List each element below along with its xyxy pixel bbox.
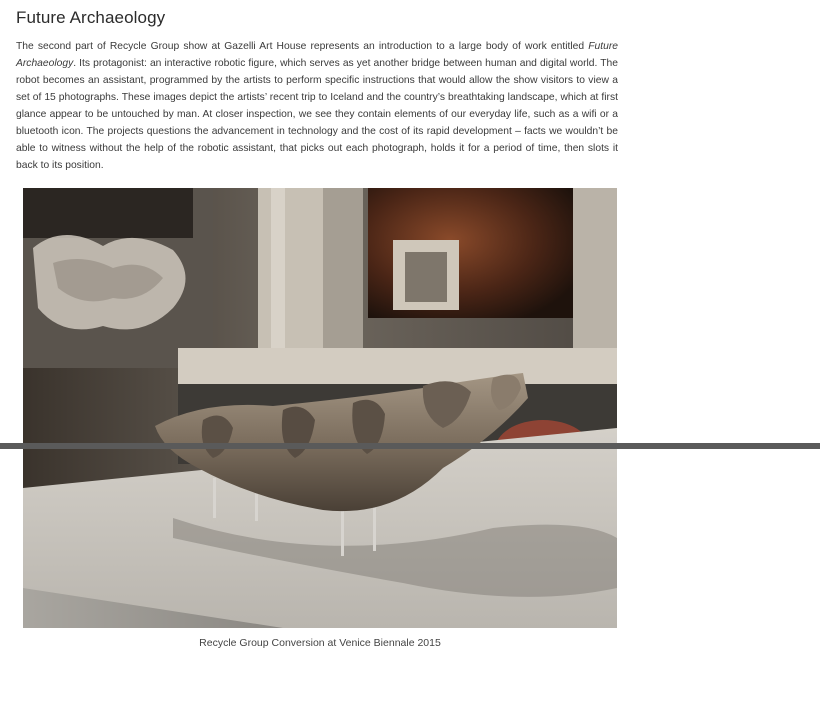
body-text-work-title: Future Archaeology xyxy=(16,41,618,69)
body-text-part-1: The second part of Recycle Group show at Gazelli Art House represents an introduction to a large body of work entitled xyxy=(16,41,589,52)
artwork-photo xyxy=(23,188,617,628)
article-body xyxy=(16,38,618,174)
body-text-part-2: . Its protagonist: an interactive robotic figure, which serves as yet another bridge between human and digital world. The robot becomes an assistant, programmed by the artists to perform specific instructions that would allow the show visitors to view a set of 15 photographs. These images depict the artists’ recent trip to Iceland and the country’s breathtaking landscape, which at first glance appear to be untouched by man. At closer inspection, we see they contain elements of our everyday life, such as a wifi or a bluetooth icon. The projects questions the advancement in technology and the cost of its rapid development – facts we wouldn’t be able to witness without the help of the robotic assistant, that picks out each photograph, holds it for a period of time, then slots it back to its position. xyxy=(16,58,618,171)
horizontal-divider-bar xyxy=(0,443,820,449)
figure-caption: Recycle Group Conversion at Venice Biennale 2015 xyxy=(199,637,441,649)
article-title: Future Archaeology xyxy=(16,8,166,27)
